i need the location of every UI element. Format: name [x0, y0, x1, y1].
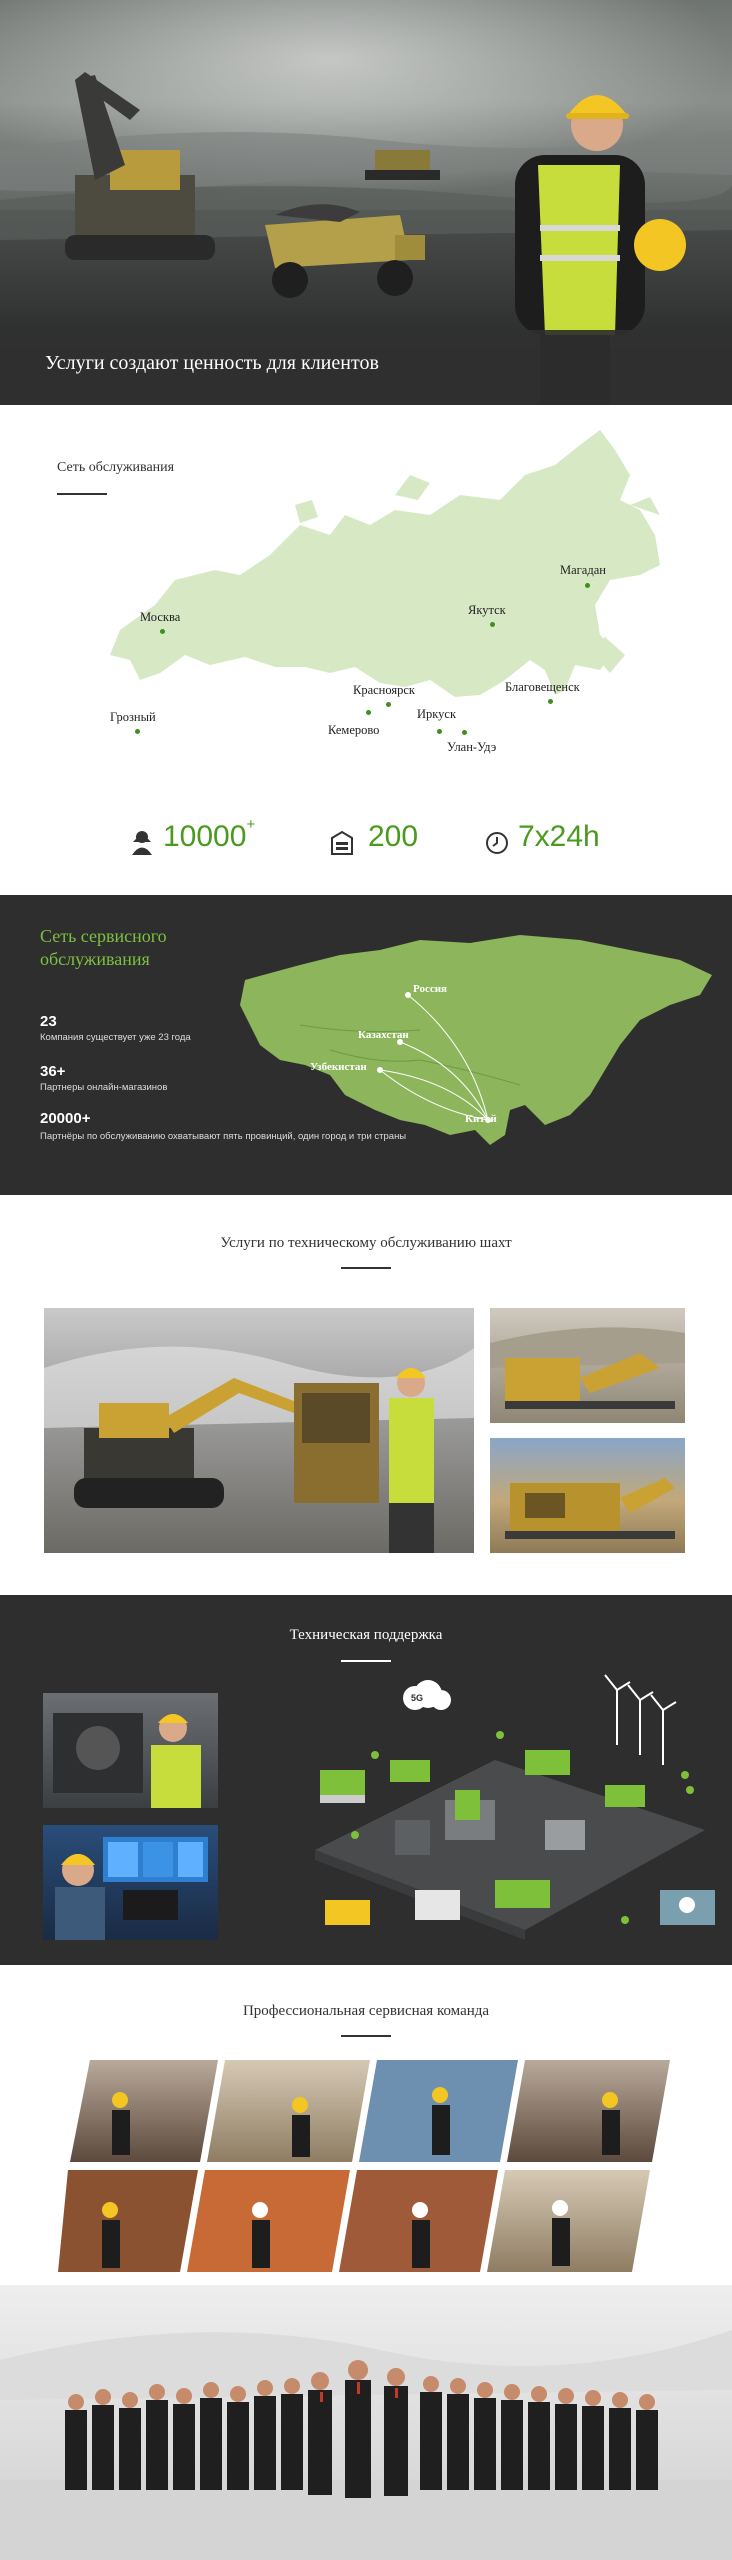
- city-irkutsk: Иркуск: [417, 707, 457, 721]
- city-dot: [386, 702, 391, 707]
- title-underline: [341, 2035, 391, 2037]
- wind-turbine-icon: [605, 1675, 676, 1765]
- mine-maintenance-section: [0, 1195, 732, 1595]
- city-dot: [585, 583, 590, 588]
- stat-support-hours: 7x24h: [518, 820, 600, 853]
- stat-engineers: 10000+: [163, 816, 256, 853]
- hero-caption: Услуги создают ценность для клиентов: [45, 352, 379, 374]
- city-dot: [490, 622, 495, 627]
- eurasia-map: [0, 895, 732, 1195]
- city-dot: [437, 729, 442, 734]
- service-team-section: [0, 1965, 732, 2560]
- network-dark-section: [0, 895, 732, 1195]
- city-ulan-ude: Улан-Удэ: [447, 740, 497, 754]
- fact-text: Компания существует уже 23 года: [40, 1032, 191, 1043]
- team-photo: [507, 2060, 670, 2162]
- russia-map: [0, 405, 732, 895]
- fact-number: 20000+: [40, 1110, 91, 1127]
- title-underline: [341, 1267, 391, 1269]
- fact-number: 36+: [40, 1063, 66, 1080]
- excavator-service-illustration: [44, 1308, 474, 1553]
- network-dark-title: Сеть сервисного обслуживания: [40, 926, 167, 969]
- fact-text: Партнёры по обслуживанию охватывают пять провинций, один город и три страны: [40, 1131, 407, 1142]
- city-kemerovo: Кемерово: [328, 723, 380, 737]
- country-uzbekistan: Узбекистан: [310, 1061, 367, 1073]
- service-network-section: [0, 405, 732, 895]
- smart-mine-isometric: [295, 1650, 725, 1950]
- country-kazakhstan: Казахстан: [358, 1029, 409, 1041]
- tech-support-section: [0, 1595, 732, 1965]
- city-blagoveshchensk: Благовещенск: [505, 680, 580, 694]
- section-title: Техническая поддержка: [289, 1627, 443, 1643]
- mobile-rig-illustration: [490, 1308, 685, 1423]
- engineer-icon: [130, 828, 154, 856]
- city-yakutsk: Якутск: [468, 603, 506, 617]
- city-dot: [366, 710, 371, 715]
- country-russia: Россия: [413, 983, 447, 995]
- engine-diagnostics-illustration: [43, 1693, 218, 1808]
- section-title: Услуги по техническому обслуживанию шахт: [220, 1235, 512, 1251]
- city-grozny: Грозный: [110, 710, 156, 724]
- team-members: [65, 2360, 658, 2498]
- badge-5g: 5G: [411, 1693, 424, 1703]
- photo-mobile-rig-1: [490, 1308, 685, 1423]
- fact-text: Партнеры онлайн-магазинов: [40, 1082, 168, 1093]
- photo-control-room: [43, 1825, 218, 1940]
- section-title: Сеть обслуживания: [57, 460, 175, 475]
- city-dot: [135, 729, 140, 734]
- team-photo: [70, 2060, 218, 2162]
- team-photo: [207, 2060, 370, 2162]
- hero-banner: [0, 0, 732, 405]
- clock-icon: [485, 831, 509, 855]
- warehouse-icon: [330, 830, 354, 856]
- team-photo: [58, 2170, 198, 2272]
- photo-engine-diagnostics: [43, 1693, 218, 1808]
- bulldozer-icon: [365, 150, 440, 180]
- mobile-rig-illustration: [490, 1438, 685, 1553]
- city-dot: [160, 629, 165, 634]
- city-moscow: Москва: [140, 610, 181, 624]
- photo-mobile-rig-2: [490, 1438, 685, 1553]
- city-dot: [462, 730, 467, 735]
- country-china: Китай: [465, 1113, 497, 1125]
- city-magadan: Магадан: [560, 563, 606, 577]
- city-krasnoyarsk: Красноярск: [353, 683, 416, 697]
- photo-excavator-service: [44, 1308, 474, 1553]
- stat-warehouses: 200: [368, 820, 419, 853]
- team-group-photo: [0, 2320, 732, 2540]
- city-dot: [548, 699, 553, 704]
- section-title: Профессиональная сервисная команда: [242, 2003, 490, 2019]
- control-room-illustration: [43, 1825, 218, 1940]
- fact-number: 23: [40, 1013, 57, 1030]
